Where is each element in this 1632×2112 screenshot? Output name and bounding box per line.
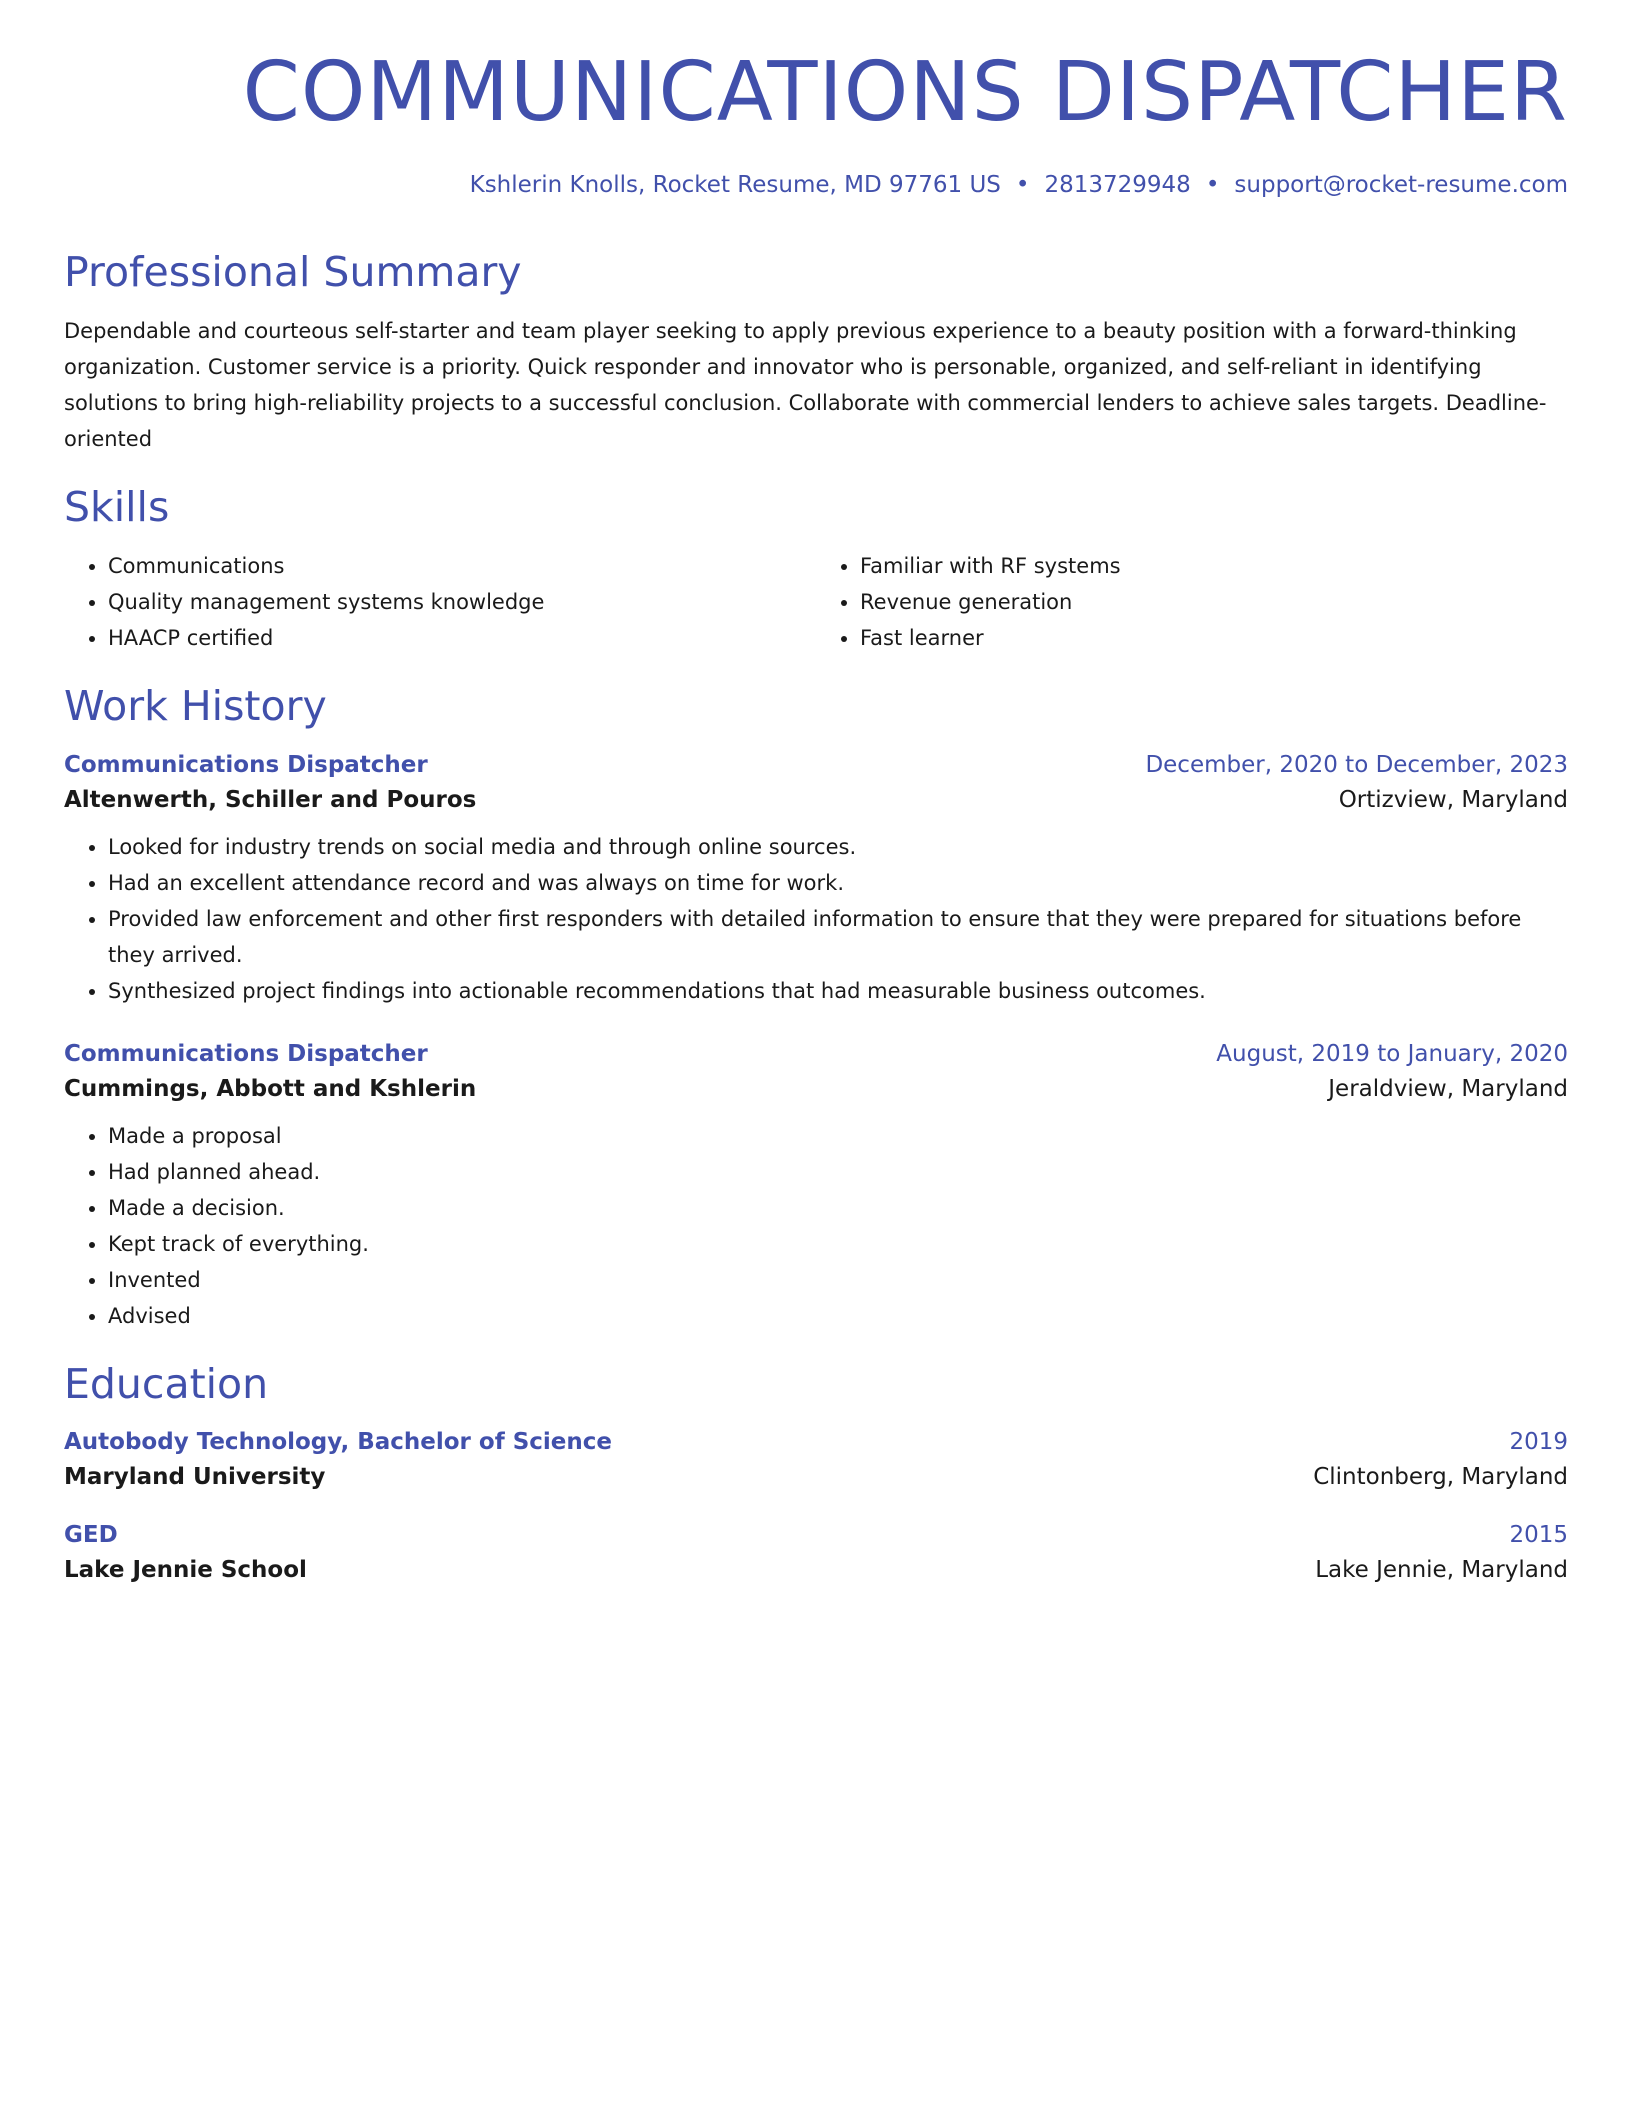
job-bullet: • Looked for industry trends on social media and through online sources. [108,829,1568,865]
job-bullet: • Advised [108,1298,1568,1334]
job-bullets [64,829,1568,1009]
skill-item: • Fast learner [860,620,1568,656]
job-title: Communications Dispatcher [64,751,428,778]
skills-list [64,548,1568,656]
job-bullet: • Made a proposal [108,1118,1568,1154]
job-bullet: • Had an excellent attendance record and was always on time for work. [108,865,1568,901]
summary-heading: Professional Summary [64,248,522,297]
education-location: Clintonberg, Maryland [1313,1463,1568,1490]
job-bullet: • Kept track of everything. [108,1226,1568,1262]
skill-item: • Revenue generation [860,584,1568,620]
skill-item: • Familiar with RF systems [860,548,1568,584]
job-bullet: • Invented [108,1262,1568,1298]
job-employer: Cummings, Abbott and Kshlerin [64,1075,477,1102]
contact-separator: • [1015,172,1030,199]
work-history-heading: Work History [64,682,327,731]
education-school: Maryland University [64,1463,326,1490]
education-location: Lake Jennie, Maryland [1315,1556,1568,1583]
education-heading: Education [64,1359,269,1408]
job-bullets [64,1118,1568,1334]
summary-text: Dependable and courteous self-starter and team player seeking to apply previous experience to a beauty position with a forward-thinking organization. Customer service is a priority. Quick responder and innovator who is personable, organized, and self-reliant in identifying solutions to bring high-reliability projects to a successful conclusion. Collaborate with commercial lenders to achieve sales targets. Deadline-oriented [64,319,1547,452]
job-location: Ortizview, Maryland [1338,786,1568,813]
education-year: 2019 [1509,1428,1568,1455]
skill-item: • Quality management systems knowledge [108,584,816,620]
contact-phone: 2813729948 [1044,172,1191,199]
resume-title: COMMUNICATIONS DISPATCHER [242,45,1568,140]
education-year: 2015 [1509,1521,1568,1548]
job-entry [64,1041,1568,1334]
job-bullet: • Made a decision. [108,1190,1568,1226]
contact-address: Kshlerin Knolls, Rocket Resume, MD 97761 US [469,172,1001,199]
skills-column-right [816,548,1568,656]
job-location: Jeraldview, Maryland [1328,1075,1568,1102]
job-bullet: • Provided law enforcement and other first responders with detailed information to ensure that they were prepared for situations before they arrived. [108,901,1568,973]
job-dates: August, 2019 to January, 2020 [1216,1040,1568,1067]
skill-item: • HAACP certified [108,620,816,656]
skill-item: • Communications [108,548,816,584]
job-employer: Altenwerth, Schiller and Pouros [64,786,477,813]
education-degree: GED [64,1521,118,1548]
job-dates: December, 2020 to December, 2023 [1145,751,1568,778]
job-bullet: • Synthesized project findings into actionable recommendations that had measurable business outcomes. [108,973,1568,1009]
education-entry [64,1522,1568,1583]
contact-separator: • [1205,172,1220,199]
education-school: Lake Jennie School [64,1556,307,1583]
education-degree: Autobody Technology, Bachelor of Science [64,1428,613,1455]
contact-email[interactable]: support@rocket-resume.com [1234,172,1568,199]
job-entry [64,752,1568,1009]
job-title: Communications Dispatcher [64,1040,428,1067]
skills-heading: Skills [64,483,170,532]
skills-column-left [64,548,816,656]
contact-line [64,172,1568,198]
job-bullet: • Had planned ahead. [108,1154,1568,1190]
education-entry [64,1429,1568,1490]
